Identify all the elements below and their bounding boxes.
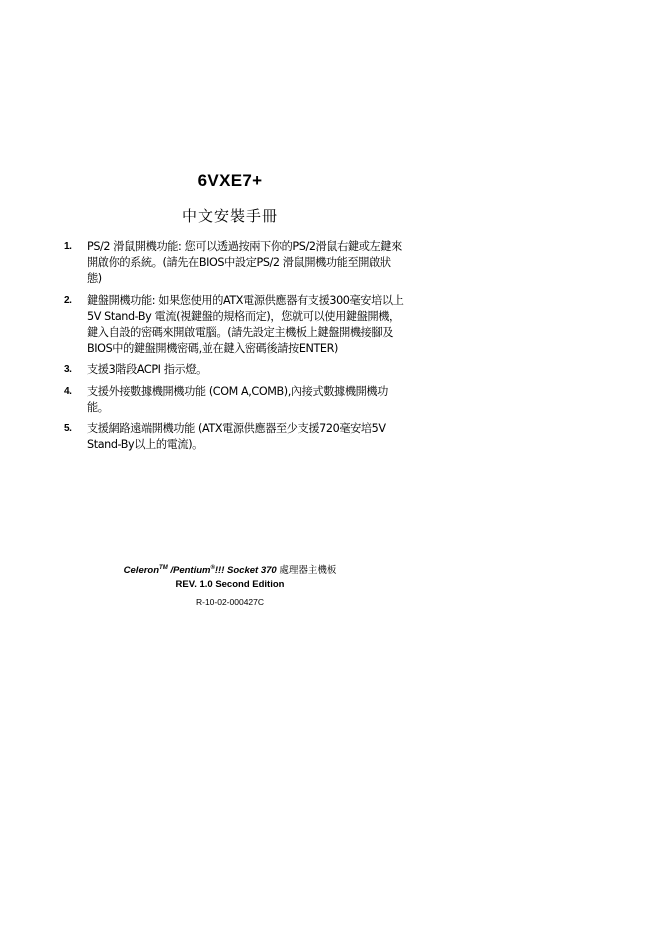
feature-text: 支援3階段ACPI 指示燈。 — [87, 363, 207, 377]
feature-text: 支援外接數據機開機功能 (COM A,COMB),內接式數據機開機功能。 — [87, 384, 388, 414]
document-number: R-10-02-000427C — [195, 597, 265, 608]
trademark-mark: TM — [159, 565, 168, 571]
revision-text: REV. 1.0 Second Edition — [175, 579, 285, 591]
feature-number: 4. — [64, 385, 72, 397]
feature-list — [64, 239, 404, 458]
registered-mark: ® — [210, 565, 215, 571]
board-type-text: 處理器主機板 — [279, 565, 337, 577]
feature-number: 1. — [64, 241, 72, 252]
feature-item — [64, 293, 404, 358]
feature-number: 2. — [64, 294, 72, 306]
feature-item — [64, 421, 404, 453]
pentium-text: /Pentium — [167, 565, 211, 577]
socket-text: !!! Socket 370 — [214, 565, 280, 577]
manual-title: 中文安裝手冊 — [181, 207, 278, 225]
feature-text: 鍵盤開機功能: 如果您使用的ATX電源供應器有支援300毫安培以上 5V Stand-By 電流(視鍵盤的規格而定)，您就可以使用鍵盤開機，鍵入自設的密碼來開啟電腦。(請先設定主機板上鍵盤開機接腳及BIOS中的鍵盤開機密碼,並在鍵入密碼後請按ENTER) — [87, 293, 404, 356]
celeron-text: Celeron — [123, 565, 160, 577]
footer — [0, 561, 460, 608]
feature-number: 5. — [64, 423, 72, 435]
feature-text: PS/2 滑鼠開機功能: 您可以透過按兩下你的PS/2滑鼠右鍵或左鍵來開啟你的系統。(請先在BIOS中設定PS/2 滑鼠開機功能至開啟狀態) — [87, 240, 402, 286]
feature-item — [64, 239, 404, 288]
feature-text: 支援網路遠端開機功能 (ATX電源供應器至少支援720毫安培5V Stand-By以上的電流)。 — [87, 422, 386, 452]
feature-item — [64, 384, 404, 416]
product-line — [0, 561, 460, 578]
feature-number: 3. — [64, 364, 72, 376]
model-title: 6VXE7+ — [197, 171, 263, 190]
feature-item — [64, 362, 404, 378]
